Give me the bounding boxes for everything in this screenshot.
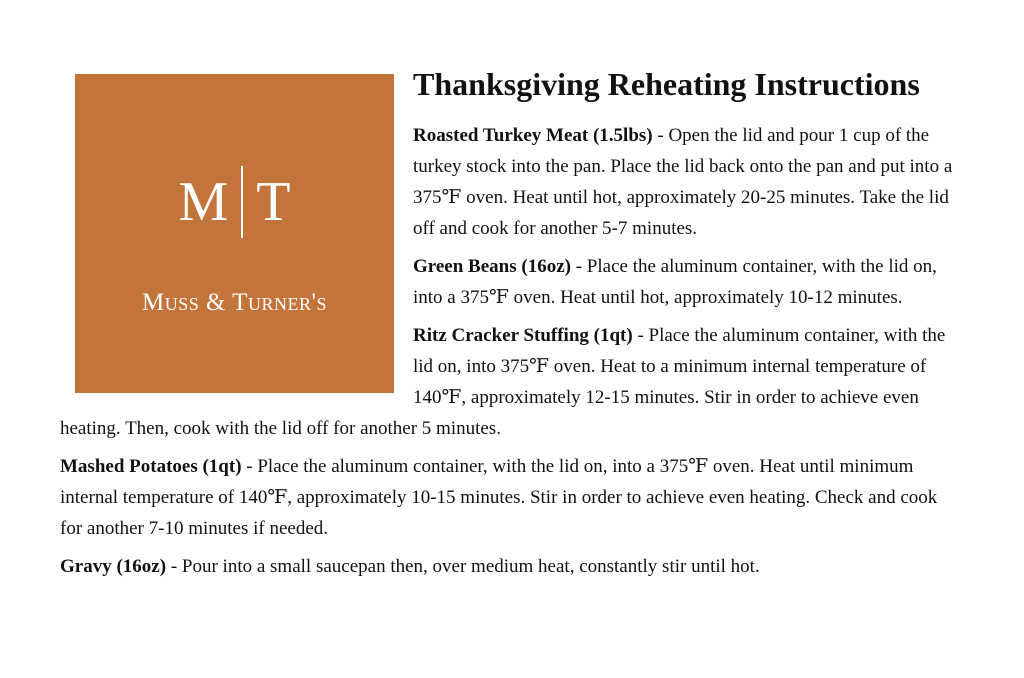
brand-logo: [75, 74, 394, 393]
item-text: - Open the lid and pour 1 cup of the turkey stock into the pan. Place the lid back onto the pan and put into a 375℉ oven. Heat until hot, approximately 20-25 minutes. Take the lid off and cook for another 5-7 minutes.: [413, 125, 953, 239]
logo-letter-m: M: [178, 171, 229, 233]
instruction-gravy: [60, 551, 954, 582]
logo-monogram: [75, 166, 394, 238]
item-text: - Place the aluminum container, with the lid on, into a 375℉ oven. Heat until minimum internal temperature of 140℉, approximately 10-15 minutes. Stir in order to achieve even heating. Check and cook for another 7-10 minutes if needed.: [60, 456, 938, 539]
page-title: Thanksgiving Reheating Instructions: [413, 66, 920, 102]
item-name: Roasted Turkey Meat (1.5lbs): [413, 125, 653, 146]
logo-brand-name: Muss & Turner's: [141, 289, 328, 316]
item-name: Ritz Cracker Stuffing (1qt): [413, 325, 633, 346]
instruction-mashed-potatoes: [60, 451, 954, 544]
item-text: - Pour into a small saucepan then, over medium heat, constantly stir until hot.: [166, 556, 760, 577]
item-text: - Place the aluminum container, with the lid on, into 375℉ oven. Heat to a minimum internal temperature of 140℉, approximately 12-15 minutes. Stir in order to achieve even heating. Then, cook with the lid off for another 5 minutes.: [60, 325, 946, 439]
item-text: - Place the aluminum container, with the lid on, into a 375℉ oven. Heat until hot, approximately 10-12 minutes.: [413, 256, 937, 308]
logo-letter-t: T: [256, 171, 291, 233]
item-name: Mashed Potatoes (1qt): [60, 456, 242, 477]
item-name: Green Beans (16oz): [413, 256, 571, 277]
item-name: Gravy (16oz): [60, 556, 167, 577]
